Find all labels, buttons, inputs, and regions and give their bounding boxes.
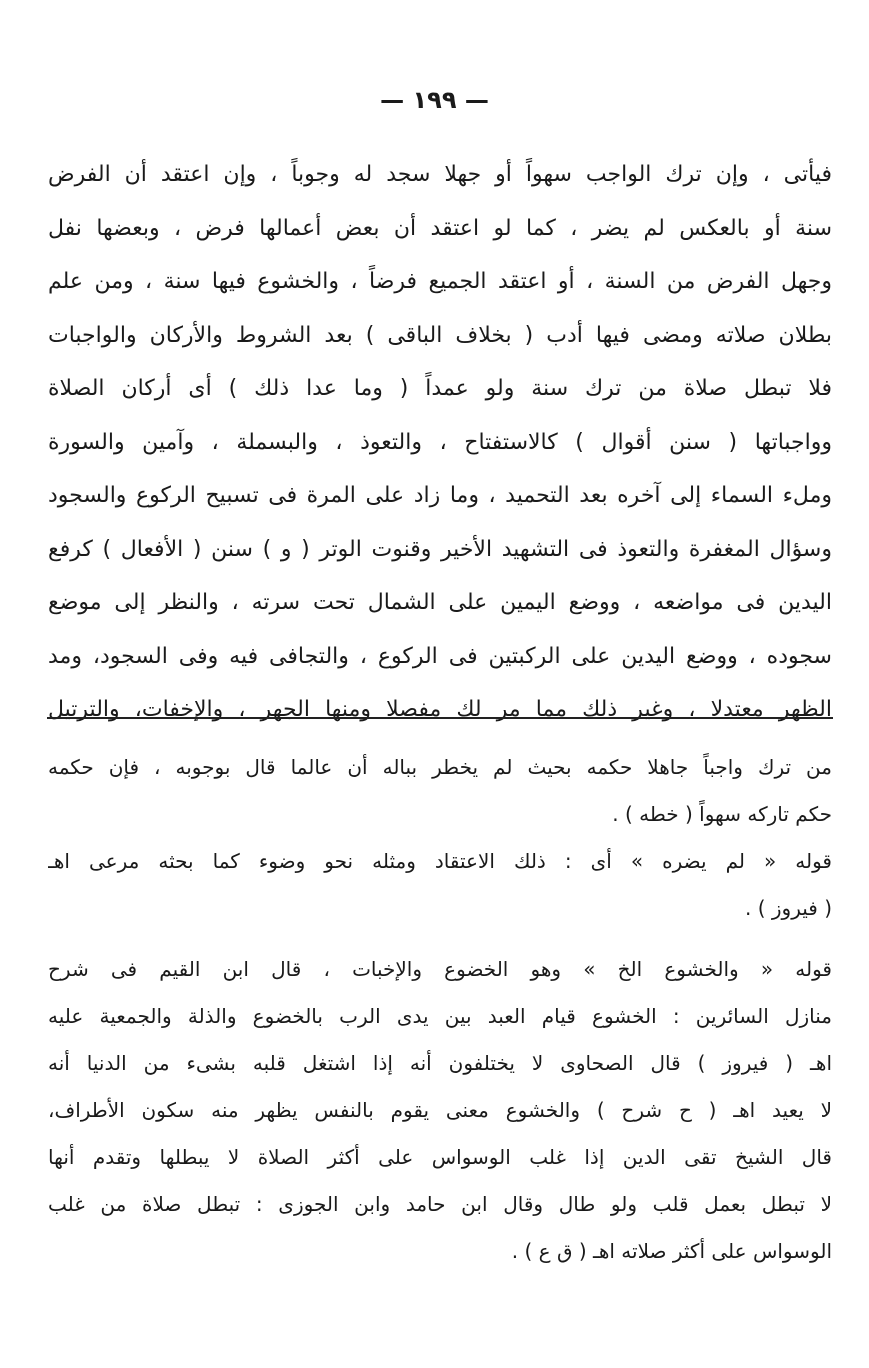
footnote-line: قال الشيخ تقى الدين إذا غلب الوسواس على أكثر الصلاة لا يبطلها وتقدم أنها xyxy=(48,1145,832,1169)
main-text-line: فلا تبطل صلاة من ترك سنة ولو عمداً ( وما عدا ذلك ) أى أركان الصلاة xyxy=(48,376,832,401)
main-text-line: بطلان صلاته ومضى فيها أدب ( بخلاف الباقى ) بعد الشروط والأركان والواجبات xyxy=(48,322,832,348)
footnote-separator xyxy=(47,717,833,719)
page-number: — ١٩٩ — xyxy=(380,86,489,114)
main-text-line: سنة أو بالعكس لم يضر ، كما لو اعتقد أن بعض أعمالها فرض ، وبعضها نفل xyxy=(48,215,832,241)
footnote-line: ( فيروز ) . xyxy=(745,896,832,920)
footnote-line: قوله « لم يضره » أى : ذلك الاعتقاد ومثله نحو وضوء كما بحثه مرعى اهـ xyxy=(48,849,832,873)
footnotes xyxy=(48,744,832,1275)
footnote-line: من ترك واجباً جاهلا حكمه بحيث لم يخطر بباله أن عالما قال بوجوبه ، فإن حكمه xyxy=(48,755,832,779)
footnote-line: حكم تاركه سهواً ( خطه ) . xyxy=(612,802,832,826)
main-text-line: سجوده ، ووضع اليدين على الركبتين فى الركوع ، والتجافى فيه وفى السجود، ومد xyxy=(48,643,832,669)
main-text-line: فيأتى ، وإن ترك الواجب سهواً أو جهلا سجد له وجوباً ، وإن اعتقد أن الفرض xyxy=(48,162,832,187)
footnote-line: لا تبطل بعمل قلب ولو طال وقال ابن حامد وابن الجوزى : تبطل صلاة من غلب xyxy=(48,1192,832,1216)
main-text-line: اليدين فى مواضعه ، ووضع اليمين على الشمال تحت سرته ، والنظر إلى موضع xyxy=(48,590,832,615)
footnote-2 xyxy=(48,838,832,932)
main-text-line: وملء السماء إلى آخره بعد التحميد ، وما زاد على المرة فى تسبيح الركوع والسجود xyxy=(48,483,832,508)
main-text-line: وسؤال المغفرة والتعوذ فى التشهيد الأخير وقنوت الوتر ( و ) سنن ( الأفعال ) كرفع xyxy=(48,536,832,562)
main-text xyxy=(48,148,832,737)
footnote-line: قوله « والخشوع الخ » وهو الخضوع والإخبات ، قال ابن القيم فى شرح xyxy=(48,957,832,981)
main-text-line: الظهر معتدلا ، وغير ذلك مما مر لك مفصلا ومنها الجهر ، والإخفات، والترتيل xyxy=(48,697,832,722)
main-text-line: وجهل الفرض من السنة ، أو اعتقد الجميع فرضاً ، والخشوع فيها سنة ، ومن علم xyxy=(48,269,832,294)
footnote-3 xyxy=(48,946,832,1275)
main-text-line: وواجباتها ( سنن أقوال ) كالاستفتاح ، والتعوذ ، والبسملة ، وآمين والسورة xyxy=(48,429,832,455)
footnote-1 xyxy=(48,744,832,838)
footnote-line: اهـ ( فيروز ) قال الصحاوى لا يختلفون أنه إذا اشتغل قلبه بشىء من الدنيا أنه xyxy=(48,1051,832,1075)
footnote-line: منازل السائرين : الخشوع قيام العبد بين يدى الرب بالخضوع والذلة والجمعية عليه xyxy=(48,1004,832,1028)
footnote-line: لا يعيد اهـ ( ح شرح ) والخشوع معنى يقوم بالنفس يظهر منه سكون الأطراف، xyxy=(48,1098,832,1122)
footnote-line: الوسواس على أكثر صلاته اهـ ( ق ع ) . xyxy=(511,1239,832,1263)
